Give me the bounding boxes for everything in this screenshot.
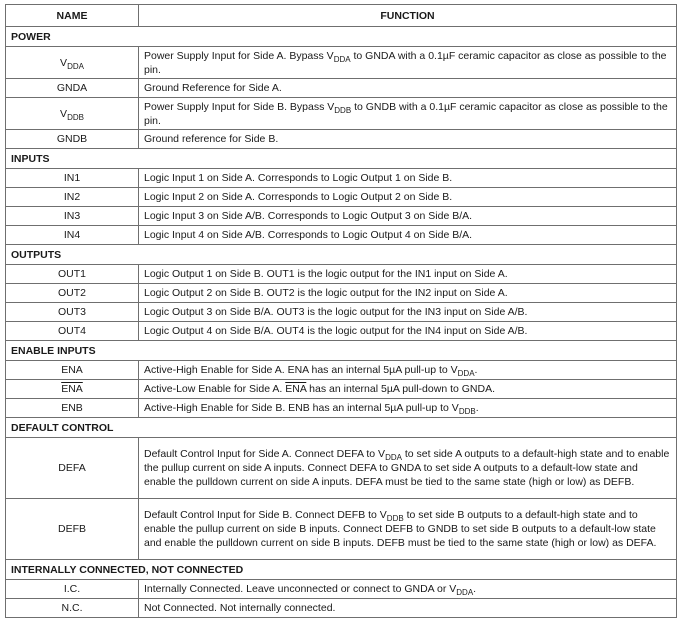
- pin-function: Ground Reference for Side A.: [139, 79, 677, 98]
- pin-row-in1: [6, 169, 677, 188]
- pin-row-out4: [6, 322, 677, 341]
- pin-row-ena-bar: [6, 380, 677, 399]
- pin-name: OUT3: [6, 303, 139, 322]
- pin-function: Default Control Input for Side B. Connect DEFB to $V_{DDB}$ to set side B outputs to a default-high state and to enable the pullup current on side B inputs. Connect DEFB to GNDB to set side B outputs to a default-low state and enable the pulldown current on side B inputs. DEFB must be tied to the same state (high or low) as DEFA.: [139, 499, 677, 560]
- pin-name: $V_{DDB}$: [6, 98, 139, 130]
- section-inputs: [6, 149, 677, 169]
- pin-name: $\overline{ENA}$: [6, 380, 139, 399]
- section-title: POWER: [6, 27, 677, 47]
- section-title: INPUTS: [6, 149, 677, 169]
- pin-function: Not Connected. Not internally connected.: [139, 599, 677, 618]
- pin-row-in3: [6, 207, 677, 226]
- pin-function: Power Supply Input for Side A. Bypass $V_{DDA}$ to GNDA with a 0.1µF ceramic capacitor as close as possible to the pin.: [139, 47, 677, 79]
- name-column-header: NAME: [6, 5, 139, 27]
- pin-function: Logic Output 2 on Side B. OUT2 is the logic output for the IN2 input on Side A.: [139, 284, 677, 303]
- pin-function: Active-High Enable for Side A. ENA has an internal 5µA pull-up to $V_{DDA}$.: [139, 361, 677, 380]
- pin-function: Logic Output 4 on Side B/A. OUT4 is the logic output for the IN4 input on Side A/B.: [139, 322, 677, 341]
- pin-function: Power Supply Input for Side B. Bypass $V_{DDB}$ to GNDB with a 0.1µF ceramic capacitor as close as possible to the pin.: [139, 98, 677, 130]
- pin-name: IN3: [6, 207, 139, 226]
- pin-row-in4: [6, 226, 677, 245]
- pin-function: Active-High Enable for Side B. ENB has an internal 5µA pull-up to $V_{DDB}$.: [139, 399, 677, 418]
- pin-function: Logic Input 1 on Side A. Corresponds to Logic Output 1 on Side B.: [139, 169, 677, 188]
- pin-row-vddb: [6, 98, 677, 130]
- pin-name: IN2: [6, 188, 139, 207]
- pin-name: DEFA: [6, 438, 139, 499]
- pin-name: DEFB: [6, 499, 139, 560]
- pin-function: Logic Input 2 on Side A. Corresponds to Logic Output 2 on Side B.: [139, 188, 677, 207]
- pin-row-out2: [6, 284, 677, 303]
- table-header-row: [6, 5, 677, 27]
- pin-row-nc: [6, 599, 677, 618]
- pin-row-vdda: [6, 47, 677, 79]
- pin-row-defa: [6, 438, 677, 499]
- pin-name: OUT2: [6, 284, 139, 303]
- pin-name: GNDB: [6, 130, 139, 149]
- pin-name: IN1: [6, 169, 139, 188]
- pin-name: I.C.: [6, 580, 139, 599]
- pin-name: OUT4: [6, 322, 139, 341]
- pin-function: Default Control Input for Side A. Connect DEFA to $V_{DDA}$ to set side A outputs to a default-high state and to enable the pullup current on side A inputs. Connect DEFA to GNDA to set side A outputs to a default-low state and enable the pulldown current on side A inputs. DEFA must be tied to the same state (high or low) as DEFB.: [139, 438, 677, 499]
- pin-function: Active-Low Enable for Side A. $\overline{ENA}$ has an internal 5µA pull-down to GNDA.: [139, 380, 677, 399]
- pin-name: $V_{DDA}$: [6, 47, 139, 79]
- section-title: OUTPUTS: [6, 245, 677, 265]
- pin-function: Logic Output 3 on Side B/A. OUT3 is the logic output for the IN3 input on Side A/B.: [139, 303, 677, 322]
- pin-function: Ground reference for Side B.: [139, 130, 677, 149]
- pin-name: ENA: [6, 361, 139, 380]
- pin-description-table: [5, 4, 677, 618]
- pin-name: N.C.: [6, 599, 139, 618]
- section-outputs: [6, 245, 677, 265]
- pin-function: Internally Connected. Leave unconnected or connect to GNDA or $V_{DDA}$.: [139, 580, 677, 599]
- section-power: [6, 27, 677, 47]
- section-title: INTERNALLY CONNECTED, NOT CONNECTED: [6, 560, 677, 580]
- section-title: DEFAULT CONTROL: [6, 418, 677, 438]
- function-column-header: FUNCTION: [139, 5, 677, 27]
- section-enable-inputs: [6, 341, 677, 361]
- pin-name: OUT1: [6, 265, 139, 284]
- pin-row-in2: [6, 188, 677, 207]
- section-internally-connected: [6, 560, 677, 580]
- pin-row-out3: [6, 303, 677, 322]
- pin-row-gnda: [6, 79, 677, 98]
- pin-row-ic: [6, 580, 677, 599]
- pin-row-ena: [6, 361, 677, 380]
- pin-function: Logic Output 1 on Side B. OUT1 is the logic output for the IN1 input on Side A.: [139, 265, 677, 284]
- pin-row-enb: [6, 399, 677, 418]
- section-default-control: [6, 418, 677, 438]
- pin-function: Logic Input 3 on Side A/B. Corresponds to Logic Output 3 on Side B/A.: [139, 207, 677, 226]
- pin-row-defb: [6, 499, 677, 560]
- pin-row-gndb: [6, 130, 677, 149]
- pin-name: IN4: [6, 226, 139, 245]
- pin-function: Logic Input 4 on Side A/B. Corresponds to Logic Output 4 on Side B/A.: [139, 226, 677, 245]
- section-title: ENABLE INPUTS: [6, 341, 677, 361]
- pin-name: ENB: [6, 399, 139, 418]
- pin-row-out1: [6, 265, 677, 284]
- pin-name: GNDA: [6, 79, 139, 98]
